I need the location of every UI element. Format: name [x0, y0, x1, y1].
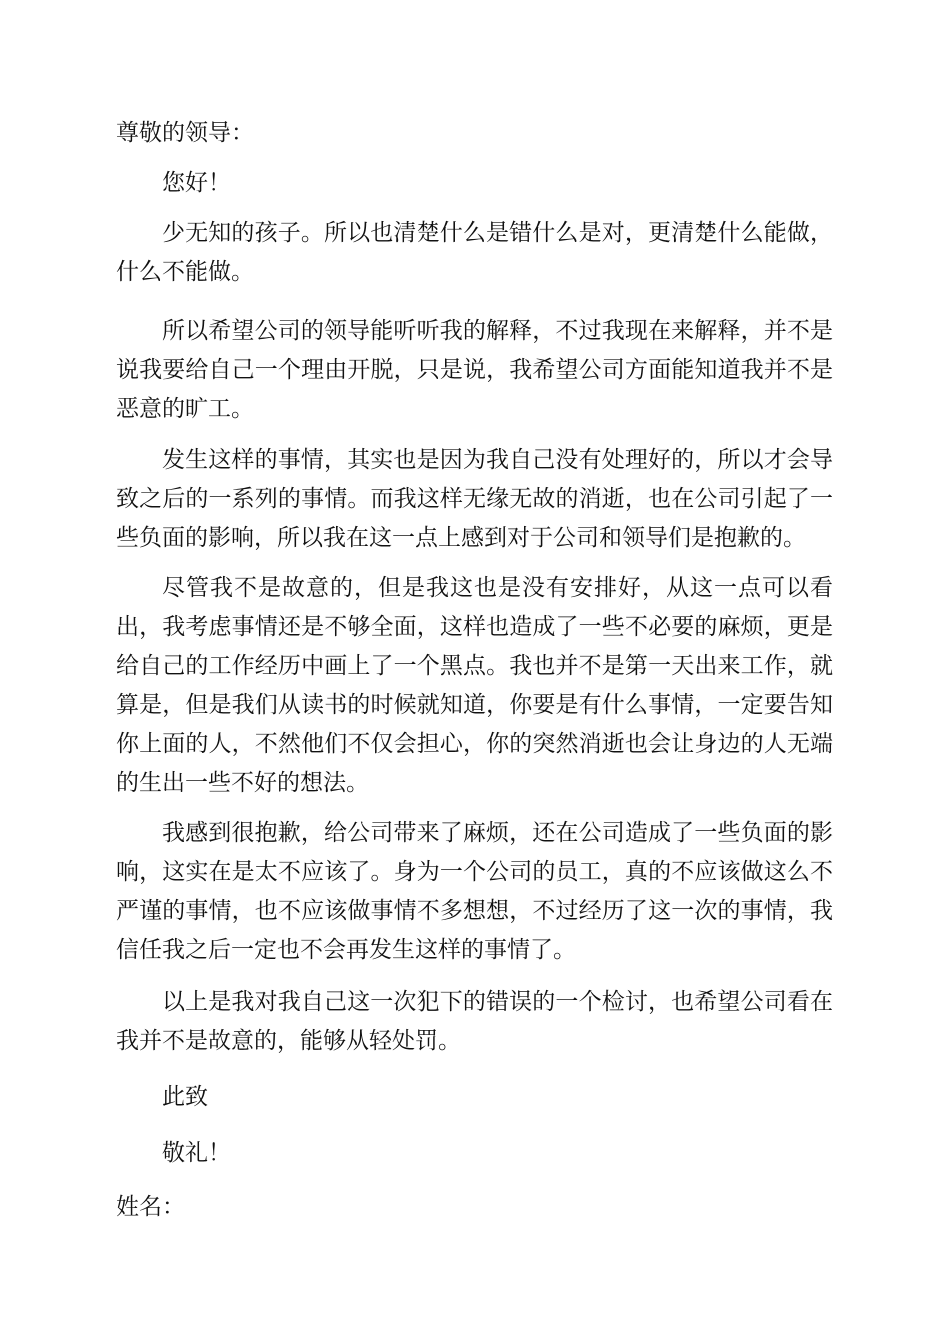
- greeting: [116, 164, 833, 203]
- paragraph-text: 发生这样的事情，其实也是因为我自己没有处理好的，所以才会导致之后的一系列的事情。而我这样无缘无故的消逝，也在公司引起了一些负面的影响，所以我在这一点上感到对于公司和领导们是抱歉的。: [116, 447, 833, 551]
- paragraph-4: [116, 569, 833, 803]
- signature-label: 姓名：: [116, 1194, 185, 1220]
- paragraph-text: 少无知的孩子。所以也清楚什么是错什么是对，更清楚什么能做，什么不能做。: [116, 220, 833, 285]
- paragraph-5: [116, 814, 833, 970]
- paragraph-text: 所以希望公司的领导能听听我的解释，不过我现在来解释，并不是说我要给自己一个理由开脱，只是说，我希望公司方面能知道我并不是恶意的旷工。: [116, 318, 833, 422]
- salutation-text: 尊敬的领导：: [116, 120, 254, 146]
- closing-text-2: 敬礼！: [162, 1140, 231, 1166]
- closing-text-1: 此致: [162, 1084, 208, 1110]
- closing-salute: [116, 1134, 833, 1173]
- closing-regards: [116, 1078, 833, 1117]
- paragraph-text: 尽管我不是故意的，但是我这也是没有安排好，从这一点可以看出，我考虑事情还是不够全面，这样也造成了一些不必要的麻烦，更是给自己的工作经历中画上了一个黑点。我也并不是第一天出来工作，就算是，但是我们从读书的时候就知道，你要是有什么事情，一定要告知你上面的人，不然他们不仅会担心，你的突然消逝也会让身边的人无端的生出一些不好的想法。: [116, 575, 833, 796]
- paragraph-text: 以上是我对我自己这一次犯下的错误的一个检讨，也希望公司看在我并不是故意的，能够从轻处罚。: [116, 989, 833, 1054]
- greeting-text: 您好！: [162, 170, 231, 196]
- signature-line: [116, 1188, 833, 1227]
- paragraph-text: 我感到很抱歉，给公司带来了麻烦，还在公司造成了一些负面的影响，这实在是太不应该了。身为一个公司的员工，真的不应该做这么不严谨的事情，也不应该做事情不多想想，不过经历了这一次的事情，我信任我之后一定也不会再发生这样的事情了。: [116, 820, 833, 963]
- salutation: [116, 114, 833, 153]
- paragraph-6: [116, 983, 833, 1061]
- paragraph-3: [116, 441, 833, 558]
- paragraph-1: [116, 214, 833, 292]
- paragraph-2: [116, 312, 833, 429]
